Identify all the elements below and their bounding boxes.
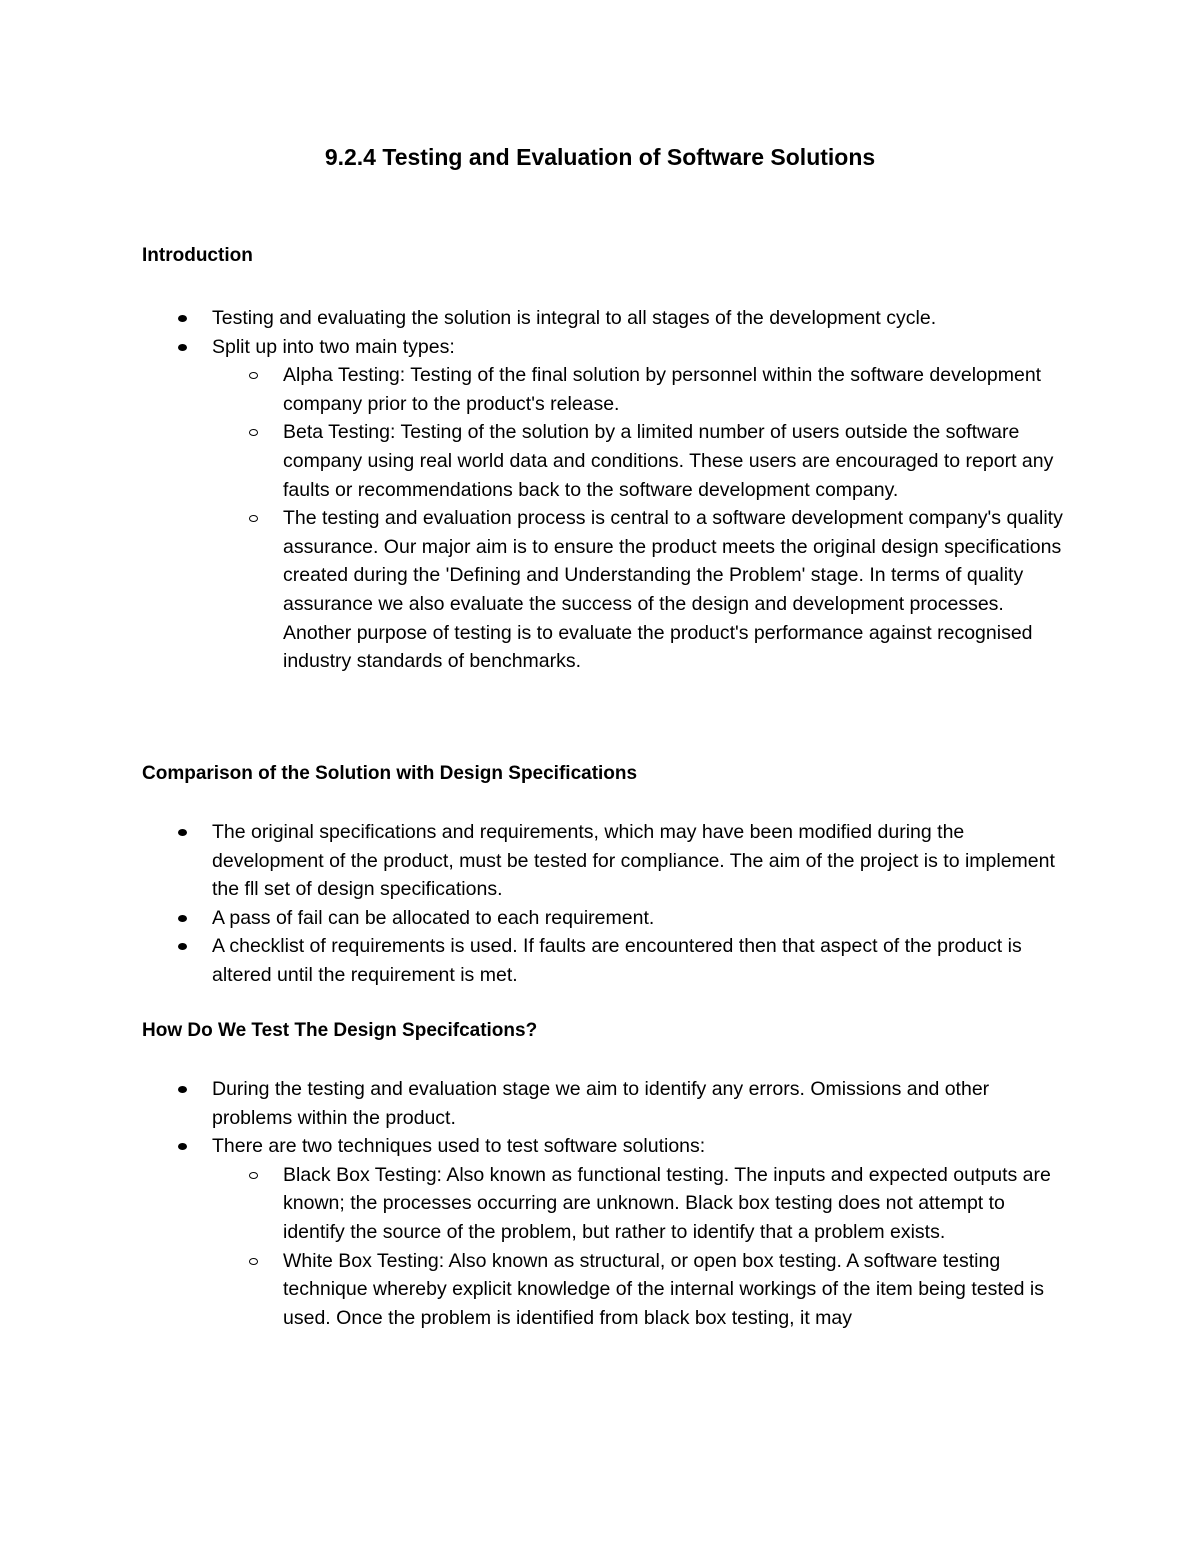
bullet-circle-icon	[249, 429, 258, 436]
bullet-circle-icon	[249, 372, 258, 379]
bullet-circle-icon	[249, 1258, 258, 1265]
list-item-text: Split up into two main types:	[212, 335, 455, 358]
list-item-text: During the testing and evaluation stage we aim to identify any errors. Omissions and other problems within the product.	[212, 1078, 990, 1129]
sublist-item-text: Alpha Testing: Testing of the final solution by personnel within the software development company prior to the product's release.	[283, 364, 1042, 415]
list-item-text: A pass of fail can be allocated to each requirement.	[212, 906, 655, 929]
sublist-item	[142, 1161, 1072, 1247]
introduction-sublist	[212, 361, 1072, 676]
list-item-text: The original specifications and requirements, which may have been modified during the development of the product, must be tested for compliance. The aim of the project is to implement the fll set of design specifications.	[212, 821, 1055, 901]
sublist-item	[142, 361, 1072, 418]
bullet-circle-icon	[249, 1172, 258, 1179]
list-item-text: There are two techniques used to test software solutions:	[212, 1135, 706, 1158]
section-heading-introduction: Introduction	[142, 245, 253, 266]
section-heading-how-test: How Do We Test The Design Specifcations?	[142, 1020, 538, 1041]
sublist-item-text: Black Box Testing: Also known as functional testing. The inputs and expected outputs are known; the processes occurring are unknown. Black box testing does not attempt to identify the source of the problem, but rather to identify that a problem exists.	[283, 1163, 1051, 1243]
section-heading-comparison: Comparison of the Solution with Design Specifications	[142, 763, 638, 784]
list-item	[142, 818, 1072, 904]
introduction-list	[142, 304, 1072, 676]
sublist-item	[142, 504, 1072, 676]
how-test-list	[142, 1075, 1072, 1332]
list-item-text: A checklist of requirements is used. If faults are encountered then that aspect of the product is altered until the requirement is met.	[212, 935, 1022, 986]
sublist-item	[142, 418, 1072, 504]
page-title: 9.2.4 Testing and Evaluation of Software Solutions	[324, 144, 876, 170]
bullet-dot-icon	[178, 315, 187, 322]
list-item	[142, 1132, 1072, 1332]
sublist-item-text: The testing and evaluation process is central to a software development company's quality assurance. Our major aim is to ensure the product meets the original design specifications created during the 'Defining and Understanding the Problem' stage. In terms of quality assurance we also evaluate the success of the design and development processes. Another purpose of testing is to evaluate the product's performance against recognised industry standards of benchmarks.	[283, 507, 1063, 673]
bullet-dot-icon	[178, 915, 187, 922]
list-item	[142, 932, 1072, 989]
list-item	[142, 1075, 1072, 1132]
sublist-item-text: White Box Testing: Also known as structural, or open box testing. A software testing technique whereby explicit knowledge of the internal workings of the item being tested is used. Once the problem is identified from black box testing, it may	[283, 1249, 1044, 1329]
bullet-circle-icon	[249, 515, 258, 522]
bullet-dot-icon	[178, 344, 187, 351]
bullet-dot-icon	[178, 1143, 187, 1150]
list-item	[142, 333, 1072, 676]
list-item	[142, 304, 1072, 333]
bullet-dot-icon	[178, 943, 187, 950]
bullet-dot-icon	[178, 1086, 187, 1093]
list-item-text: Testing and evaluating the solution is integral to all stages of the development cycle.	[212, 307, 937, 329]
sublist-item-text: Beta Testing: Testing of the solution by a limited number of users outside the software company using real world data and conditions. These users are encouraged to report any faults or recommendations back to the software development company.	[283, 421, 1054, 501]
comparison-list	[142, 818, 1072, 990]
how-test-sublist	[212, 1161, 1072, 1333]
sublist-item	[142, 1247, 1072, 1333]
bullet-dot-icon	[178, 829, 187, 836]
list-item	[142, 904, 1072, 933]
